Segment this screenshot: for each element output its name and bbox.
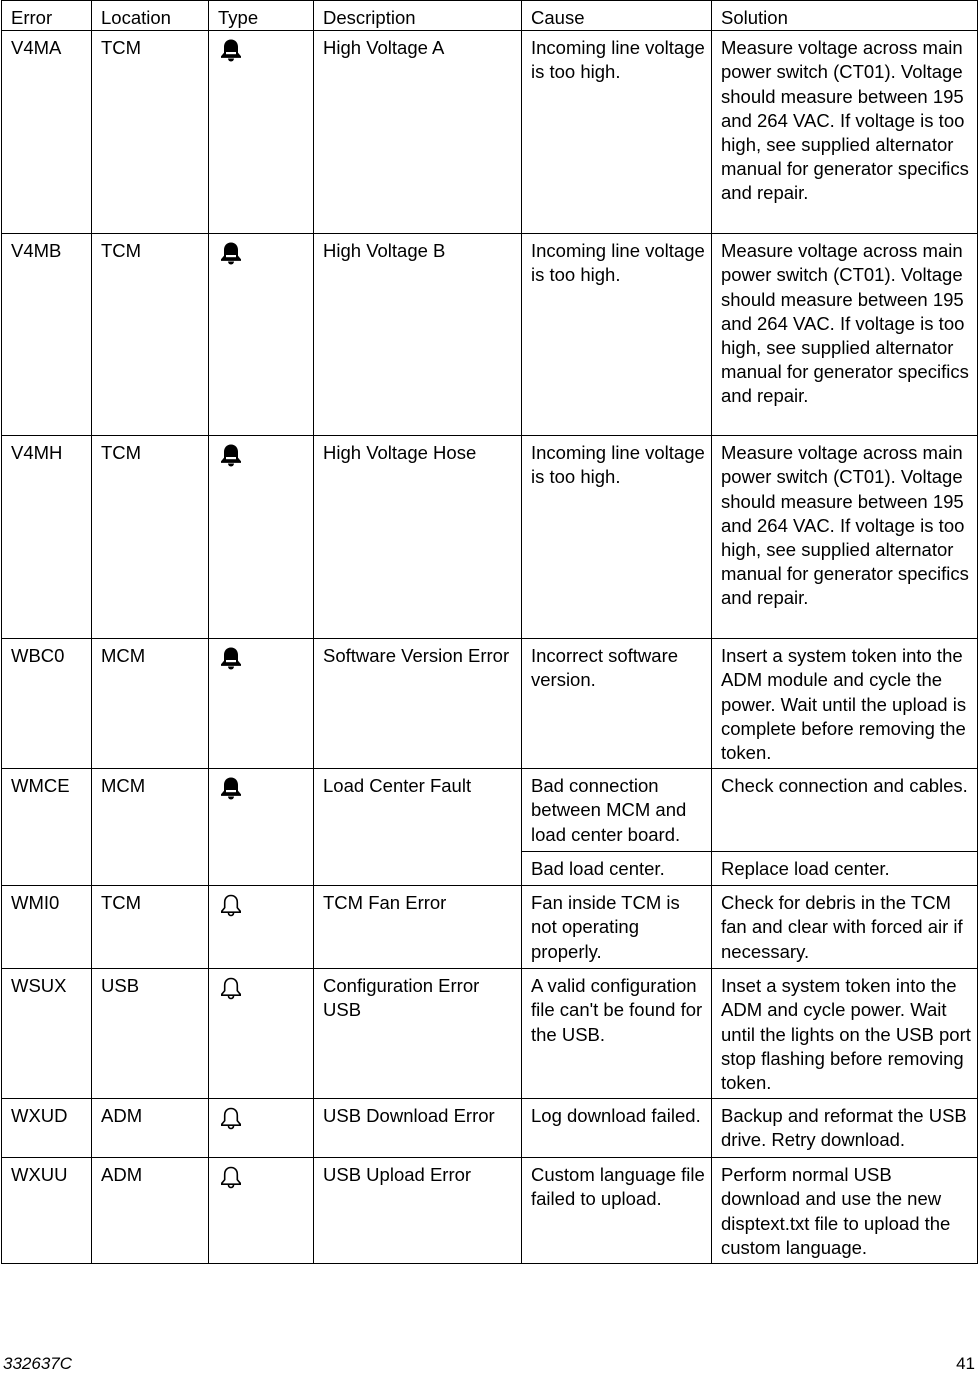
error-code: V4MH	[2, 436, 92, 639]
location: USB	[92, 969, 209, 1099]
description: High Voltage Hose	[314, 436, 522, 639]
cause: Bad load center.	[522, 852, 712, 886]
cause: Incorrect software version.	[522, 639, 712, 769]
column-header-type: Type	[209, 1, 314, 31]
location: MCM	[92, 769, 209, 886]
cause: A valid configuration file can't be found for the USB.	[522, 969, 712, 1099]
description: Configuration Error USB	[314, 969, 522, 1099]
error-code: V4MB	[2, 234, 92, 436]
error-code: WMCE	[2, 769, 92, 886]
type-cell	[209, 886, 314, 969]
type-cell	[209, 234, 314, 436]
description: USB Download Error	[314, 1099, 522, 1158]
cause: Incoming line voltage is too high.	[522, 436, 712, 639]
error-code: WBC0	[2, 639, 92, 769]
deviation-bell-icon	[218, 1105, 244, 1131]
type-cell	[209, 1099, 314, 1158]
type-cell	[209, 436, 314, 639]
solution: Insert a system token into the ADM module and cycle the power. Wait until the upload is complete before removing the token.	[712, 639, 978, 769]
column-header-location: Location	[92, 1, 209, 31]
error-code: WMI0	[2, 886, 92, 969]
table-row	[2, 234, 978, 436]
error-code: WXUD	[2, 1099, 92, 1158]
deviation-bell-icon	[218, 892, 244, 918]
error-code: V4MA	[2, 31, 92, 234]
solution: Measure voltage across main power switch (CT01). Voltage should measure between 195 and 264 VAC. If voltage is too high, see supplied alternator manual for generator specifics and repair.	[712, 234, 978, 436]
description: Load Center Fault	[314, 769, 522, 886]
table-row	[2, 769, 978, 852]
location: TCM	[92, 31, 209, 234]
cause: Custom language file failed to upload.	[522, 1158, 712, 1264]
solution: Inset a system token into the ADM and cycle power. Wait until the lights on the USB port stop flashing before removing token.	[712, 969, 978, 1099]
column-header-description: Description	[314, 1, 522, 31]
deviation-bell-icon	[218, 1164, 244, 1190]
page-number: 41	[956, 1354, 975, 1373]
cause: Log download failed.	[522, 1099, 712, 1158]
column-header-cause: Cause	[522, 1, 712, 31]
solution: Check for debris in the TCM fan and clear with forced air if necessary.	[712, 886, 978, 969]
cause: Incoming line voltage is too high.	[522, 31, 712, 234]
alarm-bell-icon	[218, 775, 244, 801]
type-cell	[209, 31, 314, 234]
table-row	[2, 639, 978, 769]
table-row	[2, 969, 978, 1099]
solution: Check connection and cables.	[712, 769, 978, 852]
solution: Backup and reformat the USB drive. Retry download.	[712, 1099, 978, 1158]
solution: Perform normal USB download and use the new disptext.txt file to upload the custom language.	[712, 1158, 978, 1264]
location: TCM	[92, 234, 209, 436]
location: TCM	[92, 886, 209, 969]
type-cell	[209, 639, 314, 769]
cause: Fan inside TCM is not operating properly.	[522, 886, 712, 969]
error-code: WXUU	[2, 1158, 92, 1264]
deviation-bell-icon	[218, 975, 244, 1001]
type-cell	[209, 1158, 314, 1264]
location: TCM	[92, 436, 209, 639]
location: MCM	[92, 639, 209, 769]
solution: Measure voltage across main power switch (CT01). Voltage should measure between 195 and 264 VAC. If voltage is too high, see supplied alternator manual for generator specifics and repair.	[712, 31, 978, 234]
location: ADM	[92, 1158, 209, 1264]
cause: Bad connection between MCM and load center board.	[522, 769, 712, 852]
error-code: WSUX	[2, 969, 92, 1099]
solution: Measure voltage across main power switch (CT01). Voltage should measure between 195 and 264 VAC. If voltage is too high, see supplied alternator manual for generator specifics and repair.	[712, 436, 978, 639]
description: High Voltage B	[314, 234, 522, 436]
alarm-bell-icon	[218, 37, 244, 63]
table-row	[2, 436, 978, 639]
alarm-bell-icon	[218, 240, 244, 266]
document-number: 332637C	[3, 1354, 73, 1373]
column-header-error: Error	[2, 1, 92, 31]
alarm-bell-icon	[218, 442, 244, 468]
solution: Replace load center.	[712, 852, 978, 886]
cause: Incoming line voltage is too high.	[522, 234, 712, 436]
description: TCM Fan Error	[314, 886, 522, 969]
description: High Voltage A	[314, 31, 522, 234]
type-cell	[209, 969, 314, 1099]
table-row	[2, 1158, 978, 1264]
description: Software Version Error	[314, 639, 522, 769]
alarm-bell-icon	[218, 645, 244, 671]
table-row	[2, 1099, 978, 1158]
table-header-row	[2, 1, 978, 31]
table-row	[2, 31, 978, 234]
type-cell	[209, 769, 314, 886]
table-row	[2, 886, 978, 969]
description: USB Upload Error	[314, 1158, 522, 1264]
column-header-solution: Solution	[712, 1, 978, 31]
error-table	[1, 0, 978, 1264]
location: ADM	[92, 1099, 209, 1158]
